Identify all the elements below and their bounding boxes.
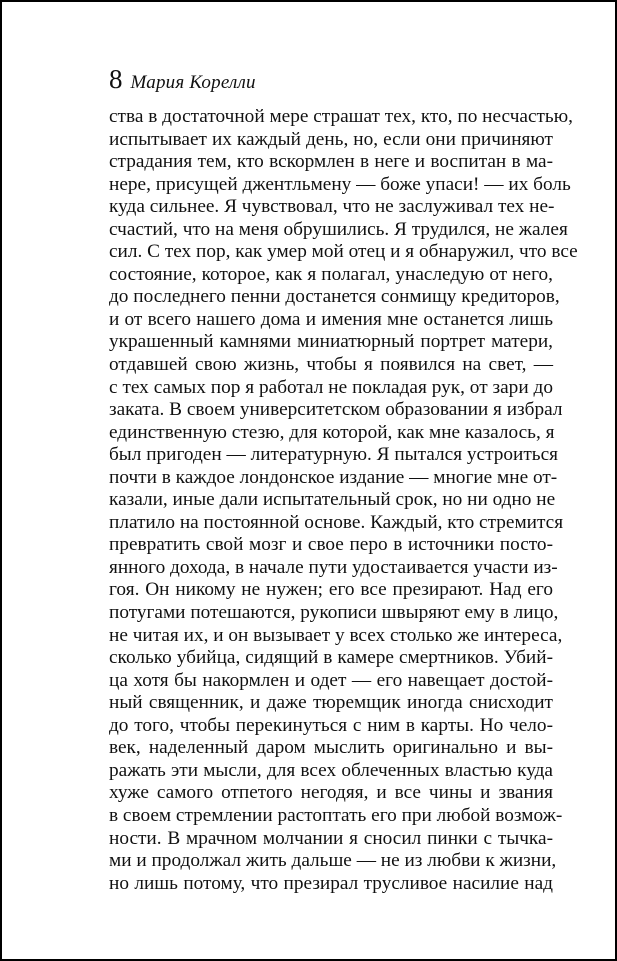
text-line: отдавшей свою жизнь, чтобы я появился на свет, —	[109, 354, 553, 376]
text-line: век, наделенный даром мыслить оригинально и вы-	[109, 737, 553, 759]
text-line: превратить свой мозг и свое перо в источники посто-	[109, 534, 553, 556]
text-line: не читая их, и он вызывает у всех столько же интереса,	[109, 624, 563, 646]
text-line: до последнего пенни достанется сонмищу кредиторов,	[109, 286, 560, 308]
page-number: 8	[109, 64, 123, 94]
text-line: почти в каждое лондонское издание — многие мне от-	[109, 466, 558, 488]
text-line: янного дохода, в начале пути удостаивается участи из-	[109, 556, 558, 578]
text-line: хуже самого отпетого негодяя, и все чины и звания	[109, 782, 553, 804]
text-line: украшенный камнями миниатюрный портрет матери,	[109, 331, 553, 353]
text-line: платило на постоянной основе. Каждый, кто стремится	[109, 511, 564, 533]
text-line: единственную стезю, для которой, как мне казалось, я	[109, 421, 555, 443]
text-line: и от всего нашего дома и имения мне останется лишь	[109, 308, 553, 330]
text-line: с тех самых пор я работал не покладая рук, от зари до	[109, 376, 553, 398]
text-line: состояние, которое, как я полагал, унаследую от него,	[109, 263, 553, 285]
text-line: в своем стремлении растоптать его при любой возмож-	[109, 804, 563, 826]
text-line: испытывает их каждый день, но, если они причиняют	[109, 128, 553, 150]
text-line: сил. С тех пор, как умер мой отец и я обнаружил, что все	[109, 241, 578, 263]
text-line: нере, присущей джентльмену — боже упаси! — их боль	[109, 173, 571, 195]
text-line: ражать эти мысли, для всех облеченных властью куда	[109, 759, 553, 781]
text-line: счастий, что на меня обрушились. Я трудился, не жалея	[109, 218, 568, 240]
running-head	[109, 62, 256, 96]
text-line: но лишь потому, что презирал трусливое насилие над	[109, 872, 553, 894]
text-line: куда сильнее. Я чувствовал, что не заслуживал тех не-	[109, 196, 555, 218]
text-line: гоя. Он никому не нужен; его все презирают. Над его	[109, 579, 553, 601]
text-line: до того, чтобы перекинуться с ним в карты. Но чело-	[109, 714, 553, 736]
text-line: ца хотя бы накормлен и одет — его навещает достой-	[109, 669, 553, 691]
text-line: потугами потешаются, рукописи швыряют ему в лицо,	[109, 602, 559, 624]
text-line: ми и продолжал жить дальше — не из любви к жизни,	[109, 850, 557, 872]
text-line: казали, иные дали испытательный срок, но ни одно не	[109, 489, 556, 511]
running-title-author: Мария Корелли	[130, 72, 256, 93]
text-line: страдания тем, кто вскормлен в неге и воспитан в ма-	[109, 151, 553, 173]
text-line: был пригоден — литературную. Я пытался устроиться	[109, 444, 559, 466]
text-line: ства в достаточной мере страшат тех, кто, по несчастью,	[109, 106, 573, 127]
text-line: ности. В мрачном молчании я сносил пинки с тычка-	[109, 827, 553, 849]
text-line: ный священник, и даже тюремщик иногда снисходит	[109, 692, 553, 714]
body-text	[109, 106, 578, 895]
text-line: заката. В своем университетском образовании я избрал	[109, 399, 563, 421]
text-line: сколько убийца, сидящий в камере смертников. Убий-	[109, 647, 553, 669]
